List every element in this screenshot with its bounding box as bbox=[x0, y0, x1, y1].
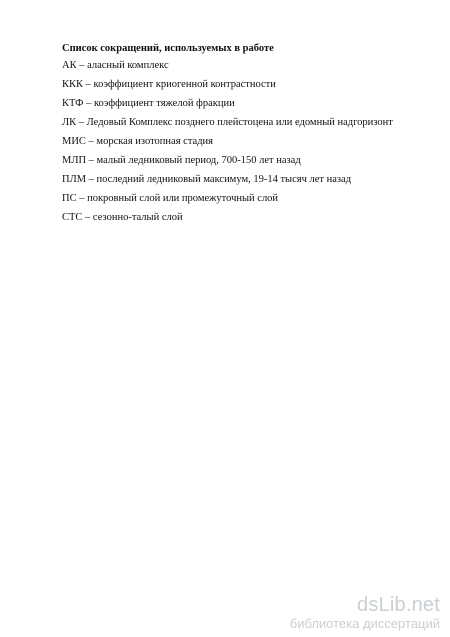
abbreviation-item: ККК – коэффициент криогенной контрастности bbox=[62, 79, 276, 90]
watermark-subtitle: библиотека диссертаций bbox=[289, 616, 440, 631]
abbreviation-item: КТФ – коэффициент тяжелой фракции bbox=[62, 98, 235, 109]
abbreviations-section bbox=[62, 42, 432, 230]
abbreviation-item: МЛП – малый ледниковый период, 700-150 лет назад bbox=[62, 155, 301, 166]
abbreviation-item: ПЛМ – последний ледниковый максимум, 19-14 тысяч лет назад bbox=[62, 174, 352, 185]
abbreviation-item: СТС – сезонно-талый слой bbox=[62, 212, 183, 223]
abbreviation-item: АК – аласный комплекс bbox=[62, 60, 169, 71]
abbreviation-list bbox=[62, 59, 432, 224]
abbreviation-item: ПС – покровный слой или промежуточный слой bbox=[62, 193, 279, 204]
section-heading: Список сокращений, используемых в работе bbox=[62, 43, 274, 54]
abbreviation-item: ЛК – Ледовый Комплекс позднего плейстоцена или едомный надгоризонт bbox=[62, 117, 393, 128]
watermark-logo: dsLib.net bbox=[357, 594, 440, 616]
site-watermark bbox=[240, 594, 440, 631]
abbreviation-item: МИС – морская изотопная стадия bbox=[62, 136, 213, 147]
